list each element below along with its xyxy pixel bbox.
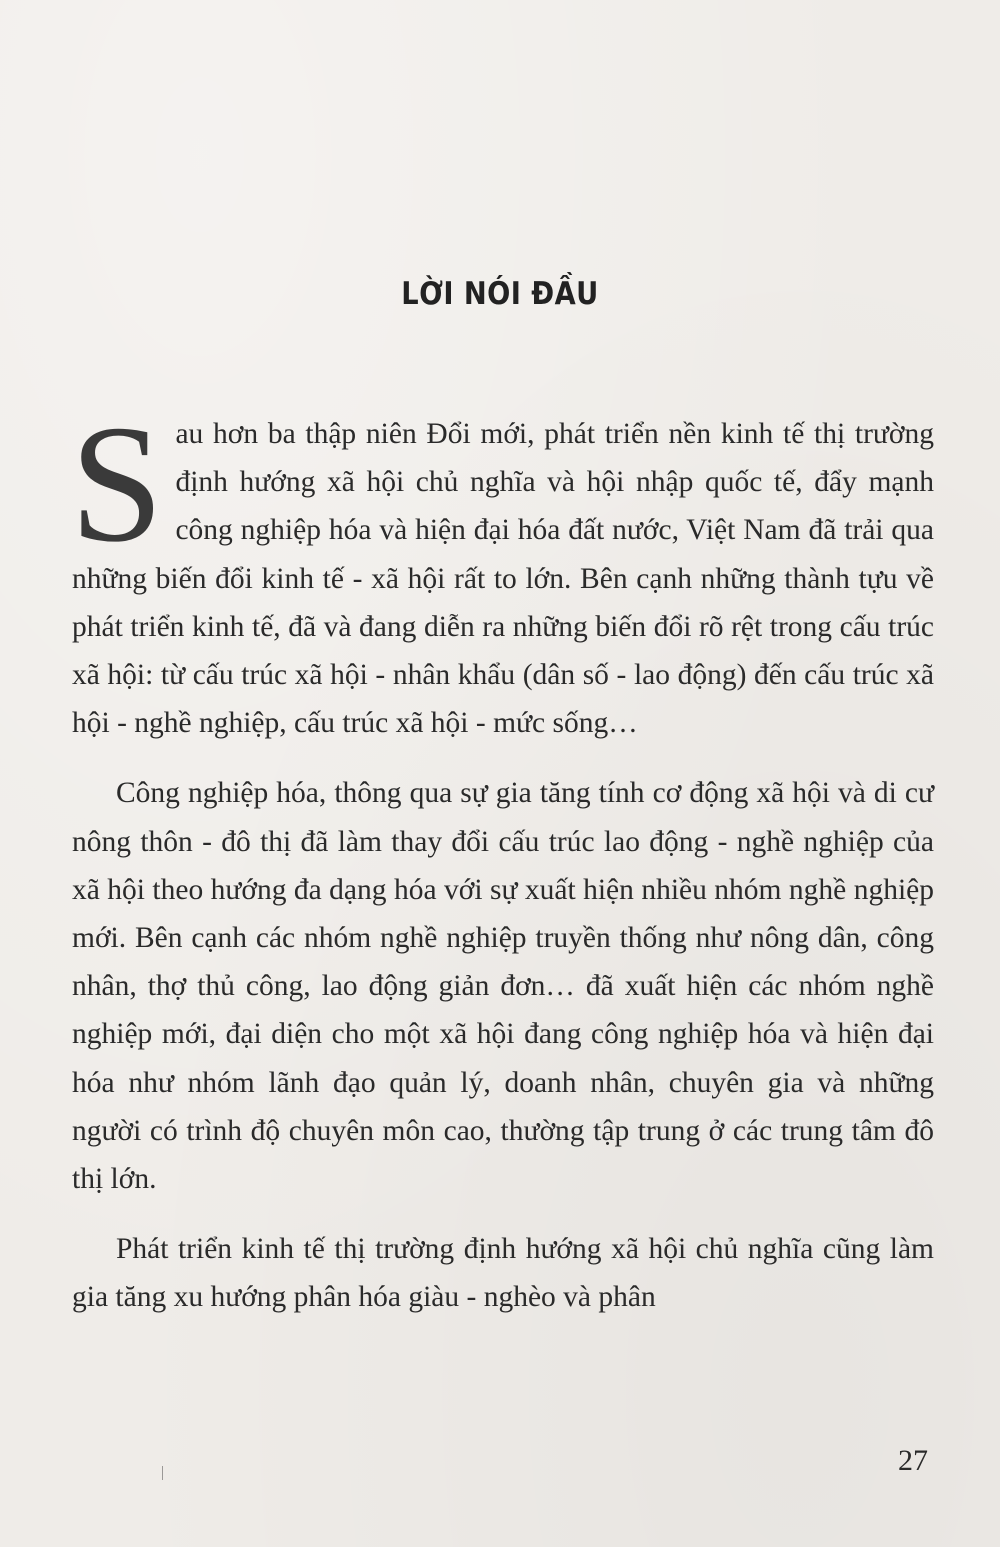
drop-cap: S — [70, 391, 164, 577]
paragraph-1-text: au hơn ba thập niên Đổi mới, phát triển nền kinh tế thị trường định hướng xã hội chủ nghĩa và hội nhập quốc tế, đẩy mạnh công nghiệp hóa và hiện đại hóa đất nước, Việt Nam đã trải qua những biến đổi kinh tế - xã hội rất to lớn. Bên cạnh những thành tựu về phát triển kinh tế, đã và đang diễn ra những biến đổi rõ rệt trong cấu trúc xã hội: từ cấu trúc xã hội - nhân khẩu (dân số - lao động) đến cấu trúc xã hội - nghề nghiệp, cấu trúc xã hội - mức sống… — [72, 418, 934, 740]
print-mark — [162, 1466, 163, 1480]
body-text — [70, 391, 934, 1322]
paragraph-3: Phát triển kinh tế thị trường định hướng xã hội chủ nghĩa cũng làm gia tăng xu hướng phân hóa giàu - nghèo và phân — [72, 1233, 934, 1314]
page-number: 27 — [898, 1444, 928, 1477]
paragraph-2: Công nghiệp hóa, thông qua sự gia tăng tính cơ động xã hội và di cư nông thôn - đô thị đã làm thay đổi cấu trúc lao động - nghề nghiệp của xã hội theo hướng đa dạng hóa với sự xuất hiện nhiều nhóm nghề nghiệp mới. Bên cạnh các nhóm nghề nghiệp truyền thống như nông dân, công nhân, thợ thủ công, lao động giản đơn… đã xuất hiện các nhóm nghề nghiệp mới, đại diện cho một xã hội đang công nghiệp hóa và hiện đại hóa như nhóm lãnh đạo quản lý, doanh nhân, chuyên gia và những người có trình độ chuyên môn cao, thường tập trung ở các trung tâm đô thị lớn. — [72, 777, 934, 1196]
paragraph-1 — [70, 391, 934, 747]
page-title: LỜI NÓI ĐẦU — [401, 276, 599, 312]
